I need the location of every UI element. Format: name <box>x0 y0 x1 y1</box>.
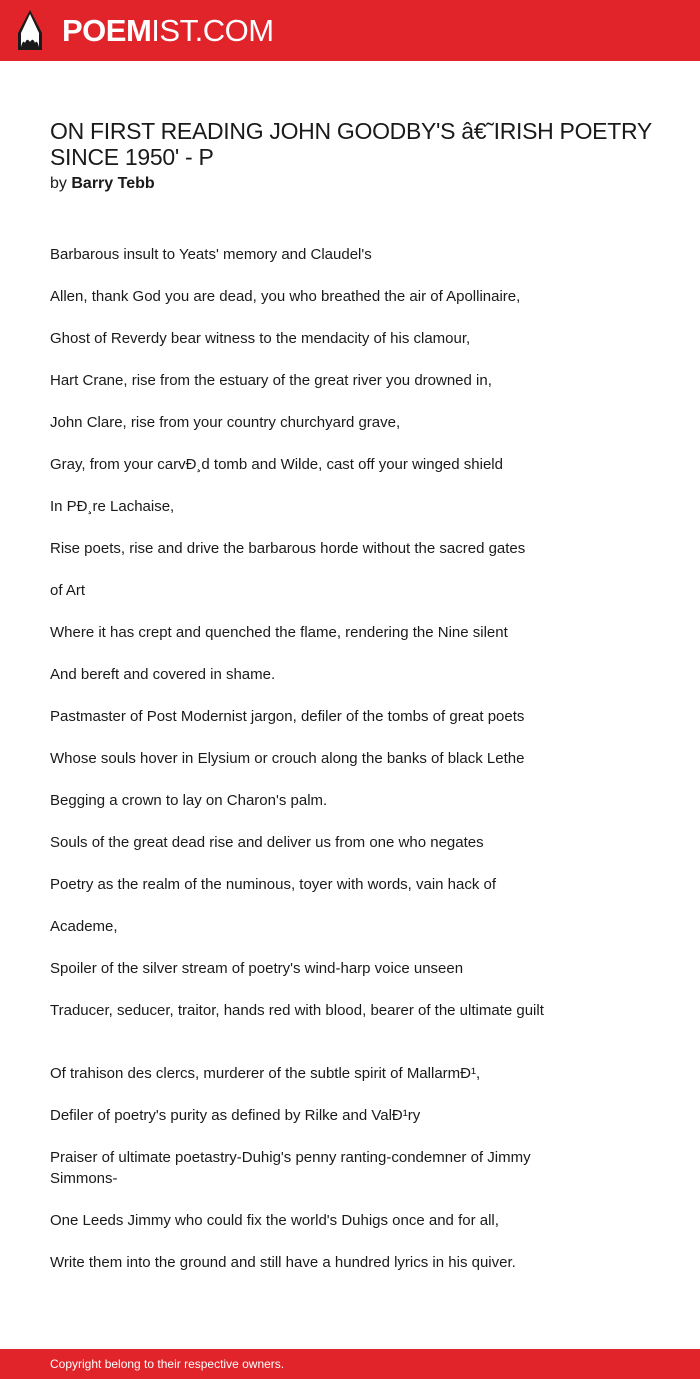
author-name[interactable]: Barry Tebb <box>71 175 155 192</box>
poem-line: In PÐ¸re Lachaise, <box>50 498 175 515</box>
poem-line: Hart Crane, rise from the estuary of the great river you drowned in, <box>50 372 492 389</box>
poem-line: Poetry as the realm of the numinous, toyer with words, vain hack of <box>50 876 497 893</box>
poem-line: Pastmaster of Post Modernist jargon, defiler of the tombs of great poets <box>50 708 525 725</box>
poem-line: Of trahison des clercs, murderer of the subtle spirit of MallarmÐ¹, <box>50 1065 481 1082</box>
poem-line: Ghost of Reverdy bear witness to the mendacity of his clamour, <box>50 330 471 347</box>
poem-line: Academe, <box>50 918 118 935</box>
poem-line: Barbarous insult to Yeats' memory and Claudel's <box>50 246 372 263</box>
poem-line: Praiser of ultimate poetastry-Duhig's penny ranting-condemner of Jimmy Simmons- <box>50 1149 531 1187</box>
site-header <box>0 0 700 61</box>
poem-line: John Clare, rise from your country churchyard grave, <box>50 414 401 431</box>
logo-light-text: IST.COM <box>151 13 274 48</box>
poem-line: Traducer, seducer, traitor, hands red with blood, bearer of the ultimate guilt <box>50 1002 544 1019</box>
poem-line: Write them into the ground and still have a hundred lyrics in his quiver. <box>50 1254 516 1271</box>
poem-line: Rise poets, rise and drive the barbarous horde without the sacred gates <box>50 540 526 557</box>
poem-line: Begging a crown to lay on Charon's palm. <box>50 792 328 809</box>
poem-title: ON FIRST READING JOHN GOODBY'S â€˜IRISH POETRY SINCE 1950' - P <box>50 118 652 170</box>
site-footer <box>0 1349 700 1379</box>
byline <box>50 173 155 195</box>
copyright-notice: Copyright belong to their respective owners. <box>50 1357 285 1371</box>
poem-line: Souls of the great dead rise and deliver us from one who negates <box>50 834 484 851</box>
pen-nib-icon <box>17 9 43 51</box>
poem-line: Gray, from your carvÐ¸d tomb and Wilde, cast off your winged shield <box>50 456 503 473</box>
by-label: by <box>50 175 67 192</box>
poem-line: Defiler of poetry's purity as defined by Rilke and ValÐ¹ry <box>50 1107 421 1124</box>
poem-line: Spoiler of the silver stream of poetry's wind-harp voice unseen <box>50 960 464 977</box>
poem-line: And bereft and covered in shame. <box>50 666 276 683</box>
poem-line: Where it has crept and quenched the flame, rendering the Nine silent <box>50 624 508 641</box>
poem-line: Allen, thank God you are dead, you who breathed the air of Apollinaire, <box>50 288 521 305</box>
poem-line: Whose souls hover in Elysium or crouch along the banks of black Lethe <box>50 750 525 767</box>
site-logo[interactable] <box>62 11 274 51</box>
poem-line: of Art <box>50 582 86 599</box>
poem-line: One Leeds Jimmy who could fix the world's Duhigs once and for all, <box>50 1212 499 1229</box>
logo-bold-text: POEM <box>62 13 152 48</box>
